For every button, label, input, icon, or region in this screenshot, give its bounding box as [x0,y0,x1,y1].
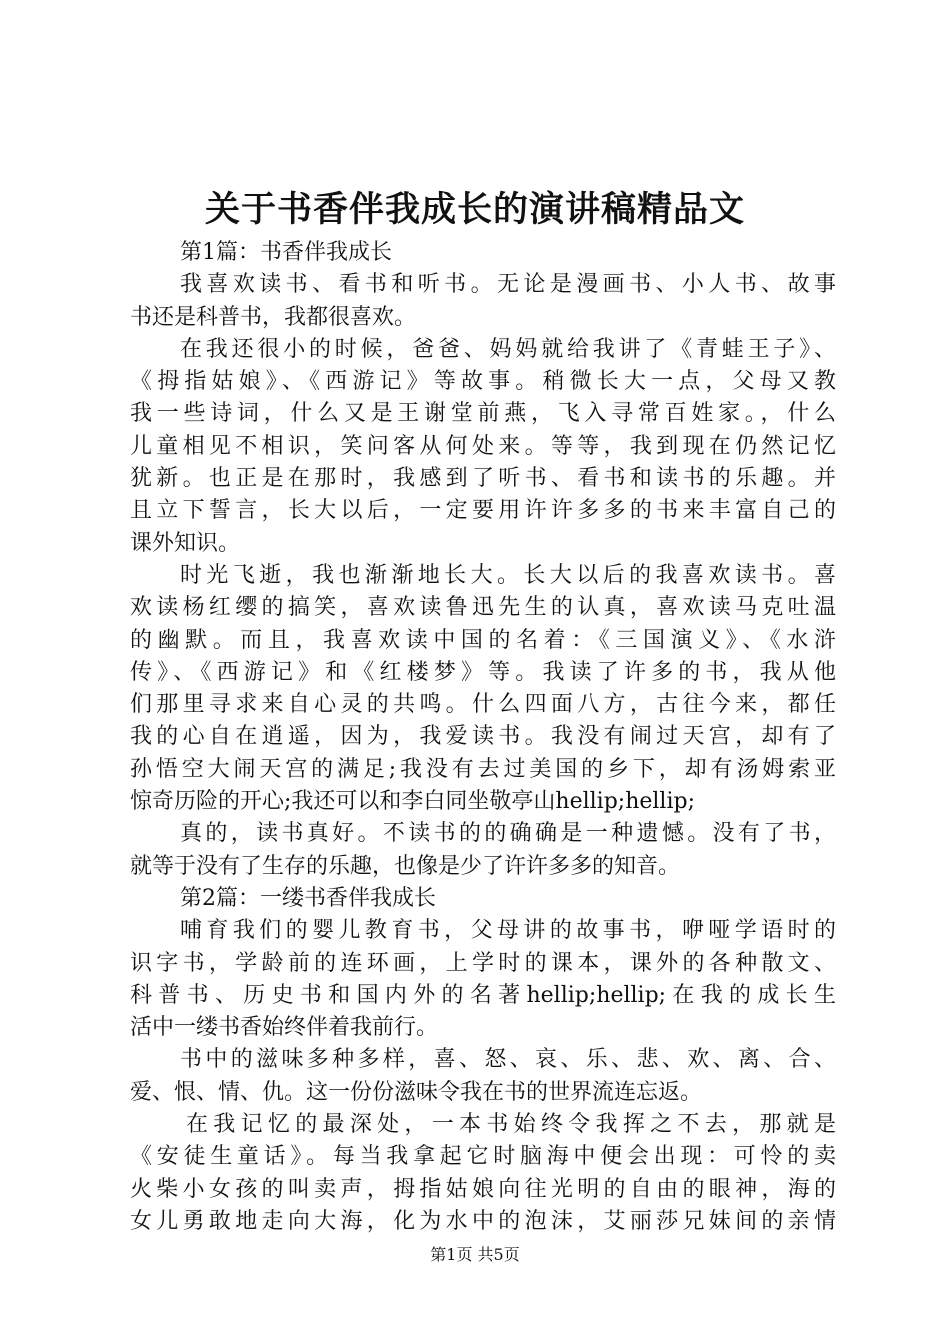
text-line: 火柴小女孩的叫卖声，拇指姑娘向往光明的自由的眼神，海的 [130,1176,836,1202]
text-line: 爱、恨、情、仇。这一份份滋味令我在书的世界流连忘返。 [130,1079,703,1105]
text-line: 欢读杨红缨的搞笑，喜欢读鲁迅先生的认真，喜欢读马克吐温 [130,595,836,621]
text-line: 传》、《西游记》和《红楼梦》等。我读了许多的书，我从他 [130,659,836,685]
document-body [130,237,836,1238]
text-line: 书中的滋味多种多样，喜、怒、哀、乐、悲、欢、离、合、 [180,1047,836,1073]
text-line: 科普书、历史书和国内外的名著hellip;hellip;在我的成长生 [130,982,836,1008]
text-line: 书还是科普书，我都很喜欢。 [130,304,417,330]
section-heading-1: 第1篇：书香伴我成长 [180,240,392,265]
section-heading-2: 第2篇：一缕书香伴我成长 [180,885,436,911]
text-line: 活中一缕书香始终伴着我前行。 [130,1015,439,1041]
text-line: 《拇指姑娘》、《西游记》等故事。稍微长大一点，父母又教 [130,369,836,395]
text-line: 在我还很小的时候，爸爸、妈妈就给我讲了《青蛙王子》、 [180,336,836,362]
text-line: 我喜欢读书、看书和听书。无论是漫画书、小人书、故事 [180,272,836,298]
text-line: 就等于没有了生存的乐趣，也像是少了许许多多的知音。 [130,853,681,879]
text-line: 课外知识。 [130,530,241,556]
text-line: 真的，读书真好。不读书的的确确是一种遗憾。没有了书， [180,821,836,847]
text-line: 且立下誓言，长大以后，一定要用许许多多的书来丰富自己的 [130,498,836,524]
text-line: 在我记忆的最深处，一本书始终令我挥之不去，那就是 [186,1112,836,1138]
text-line: 惊奇历险的开心;我还可以和李白同坐敬亭山hellip;hellip; [130,789,695,815]
text-line: 的幽默。而且，我喜欢读中国的名着：《三国演义》、《水浒 [130,627,836,653]
text-line: 哺育我们的婴儿教育书，父母讲的故事书，咿哑学语时的 [180,918,836,944]
text-line: 儿童相见不相识，笑问客从何处来。等等，我到现在仍然记忆 [130,433,836,459]
text-line: 孙悟空大闹天宫的满足;我没有去过美国的乡下，却有汤姆索亚 [130,756,836,782]
text-line: 女儿勇敢地走向大海，化为水中的泡沫，艾丽莎兄妹间的亲情 [130,1208,836,1234]
text-line: 们那里寻求来自心灵的共鸣。什么四面八方，古往今来，都任 [130,692,836,718]
text-line: 识字书，学龄前的连环画，上学时的课本，课外的各种散文、 [130,950,836,976]
text-line: 我的心自在逍遥，因为，我爱读书。我没有闹过天宫，却有了 [130,724,836,750]
text-line: 我一些诗词，什么又是王谢堂前燕，飞入寻常百姓家。，什么 [130,401,836,427]
page-footer: 第1页 共5页 [430,1245,520,1264]
text-line: 时光飞逝，我也渐渐地长大。长大以后的我喜欢读书。喜 [180,562,836,588]
text-line: 犹新。也正是在那时，我感到了听书、看书和读书的乐趣。并 [130,466,836,492]
document-title: 关于书香伴我成长的演讲稿精品文 [204,189,745,230]
text-line: 《安徒生童话》。每当我拿起它时脑海中便会出现：可怜的卖 [130,1144,836,1170]
